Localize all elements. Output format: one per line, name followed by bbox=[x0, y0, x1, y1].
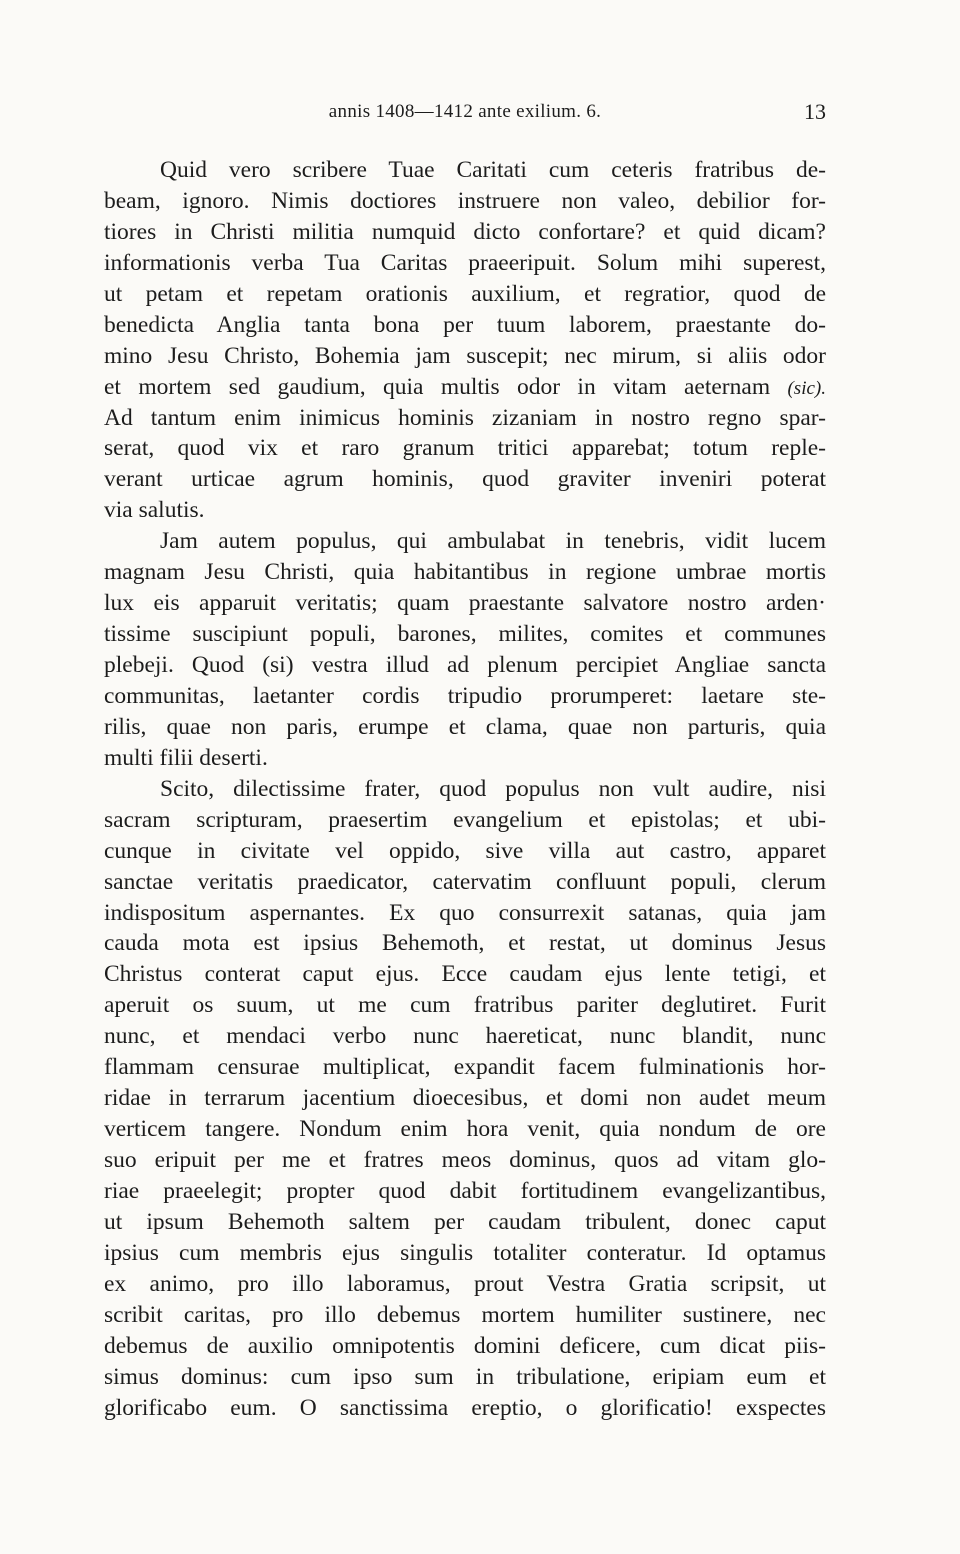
text-line bbox=[104, 1207, 826, 1238]
line-text: Jam autem populus, qui ambulabat in tenebris, vidit lucem bbox=[160, 528, 826, 555]
line-text: flammam censurae multiplicat, expandit facem fulminationis hor- bbox=[104, 1054, 826, 1081]
line-text: cunque in civitate vel oppido, sive villa aut castro, apparet bbox=[104, 837, 826, 864]
body-text bbox=[104, 155, 826, 1423]
line-text: aperuit os suum, ut me cum fratribus pariter deglutiret. Furit bbox=[104, 992, 826, 1019]
line-text: mino Jesu Christo, Bohemia jam suscepit; nec mirum, si aliis odor bbox=[104, 342, 826, 369]
text-line bbox=[104, 774, 826, 805]
line-text: ipsius cum membris ejus singulis totaliter conteratur. Id optamus bbox=[104, 1239, 826, 1266]
text-line bbox=[104, 898, 826, 929]
line-text: sanctae veritatis praedicator, catervatim confluunt populi, clerum bbox=[104, 868, 826, 895]
text-line bbox=[104, 279, 826, 310]
text-line bbox=[104, 1362, 826, 1393]
text-line bbox=[104, 1176, 826, 1207]
text-line bbox=[104, 464, 826, 495]
text-line bbox=[104, 1331, 826, 1362]
text-line bbox=[104, 1269, 826, 1300]
sic-annotation: (sic). bbox=[787, 377, 826, 399]
text-line bbox=[104, 805, 826, 836]
line-text: sacram scripturam, praesertim evangelium et epistolas; et ubi- bbox=[104, 806, 826, 833]
text-line bbox=[104, 495, 826, 526]
text-line bbox=[104, 433, 826, 464]
line-text: tiores in Christi militia numquid dicto confortare? et quid dicam? bbox=[104, 218, 826, 245]
line-text: rilis, quae non paris, erumpe et clama, quae non parturis, quia bbox=[104, 713, 826, 740]
line-text: magnam Jesu Christi, quia habitantibus in regione umbrae mortis bbox=[104, 559, 826, 586]
line-text: nunc, et mendaci verbo nunc haereticat, nunc blandit, nunc bbox=[104, 1023, 826, 1050]
text-line bbox=[104, 1393, 826, 1424]
page-number: 13 bbox=[804, 99, 826, 124]
line-text: ex animo, pro illo laboramus, prout Vestra Gratia scripsit, ut bbox=[104, 1270, 826, 1297]
text-line bbox=[104, 403, 826, 434]
line-text: debemus de auxilio omnipotentis domini deficere, cum dicat piis- bbox=[104, 1332, 826, 1359]
text-line bbox=[104, 1021, 826, 1052]
text-line bbox=[104, 1300, 826, 1331]
line-text: informationis verba Tua Caritas praeeripuit. Solum mihi superest, bbox=[104, 249, 826, 276]
text-line bbox=[104, 155, 826, 186]
line-text: Christus conterat caput ejus. Ecce caudam ejus lente tetigi, et bbox=[104, 961, 826, 988]
line-text: suo eripuit per me et fratres meos dominus, quos ad vitam glo- bbox=[104, 1147, 826, 1173]
text-line bbox=[104, 1114, 826, 1145]
page-header bbox=[104, 96, 826, 128]
line-text: serat, quod vix et raro granum tritici apparebat; totum reple- bbox=[104, 435, 826, 462]
line-text: riae praeelegit; propter quod dabit fortitudinem evangelizantibus, bbox=[104, 1177, 826, 1204]
text-line bbox=[104, 557, 826, 588]
line-text: tissime suscipiunt populi, barones, milites, comites et communes bbox=[104, 621, 826, 648]
line-text: ut ipsum Behemoth saltem per caudam tribulent, donec caput bbox=[104, 1208, 826, 1235]
text-line bbox=[104, 743, 826, 774]
text-line bbox=[104, 588, 826, 619]
text-line bbox=[104, 248, 826, 279]
line-text: ut petam et repetam orationis auxilium, et regratior, quod de bbox=[104, 280, 826, 307]
line-text: scribit caritas, pro illo debemus mortem humiliter sustinere, nec bbox=[104, 1301, 826, 1328]
line-text: Ad tantum enim inimicus hominis zizaniam in nostro regno spar- bbox=[104, 404, 826, 431]
text-line bbox=[104, 712, 826, 743]
text-line bbox=[104, 341, 826, 372]
line-text: via salutis. bbox=[104, 497, 205, 524]
text-line bbox=[104, 650, 826, 681]
line-text: glorificabo eum. O sanctissima ereptio, o glorificatio! exspectes bbox=[104, 1394, 826, 1421]
line-text: cauda mota est ipsius Behemoth, et restat, ut dominus Jesus bbox=[104, 930, 826, 957]
text-line bbox=[104, 1238, 826, 1269]
line-text: multi filii deserti. bbox=[104, 744, 268, 771]
text-line bbox=[104, 526, 826, 557]
line-text: Quid vero scribere Tuae Caritati cum ceteris fratribus de- bbox=[160, 157, 826, 183]
line-text: lux eis apparuit veritatis; quam praestante salvatore nostro arden· bbox=[104, 590, 826, 617]
text-line bbox=[104, 1052, 826, 1083]
line-text: indispositum aspernantes. Ex quo consurrexit satanas, quia jam bbox=[104, 899, 826, 926]
line-text: et mortem sed gaudium, quia multis odor in vitam aeternam bbox=[104, 373, 771, 400]
text-line bbox=[104, 1145, 826, 1176]
text-line bbox=[104, 310, 826, 341]
line-text: ridae in terrarum jacentium dioecesibus, et domi non audet meum bbox=[104, 1085, 826, 1112]
text-line bbox=[104, 372, 826, 403]
text-line bbox=[104, 959, 826, 990]
line-text: benedicta Anglia tanta bona per tuum laborem, praestante do- bbox=[104, 311, 826, 338]
line-text: verant urticae agrum hominis, quod graviter inveniri poterat bbox=[104, 466, 826, 493]
line-text: communitas, laetanter cordis tripudio prorumperet: laetare ste- bbox=[104, 682, 826, 709]
line-text: beam, ignoro. Nimis doctiores instruere non valeo, debilior for- bbox=[104, 187, 826, 214]
line-text: verticem tangere. Nondum enim hora venit, quia nondum de ore bbox=[104, 1116, 826, 1143]
text-line bbox=[104, 1083, 826, 1114]
text-line bbox=[104, 619, 826, 650]
line-text: simus dominus: cum ipso sum in tribulatione, eripiam eum et bbox=[104, 1363, 826, 1390]
text-line bbox=[104, 836, 826, 867]
text-line bbox=[104, 681, 826, 712]
line-text: Scito, dilectissime frater, quod populus non vult audire, nisi bbox=[160, 775, 826, 802]
text-line bbox=[104, 186, 826, 217]
text-line bbox=[104, 867, 826, 898]
text-line bbox=[104, 217, 826, 248]
running-head: annis 1408—1412 ante exilium. 6. bbox=[328, 101, 602, 122]
text-line bbox=[104, 990, 826, 1021]
line-text: plebeji. Quod (si) vestra illud ad plenum percipiet Angliae sancta bbox=[104, 652, 826, 678]
text-line bbox=[104, 928, 826, 959]
